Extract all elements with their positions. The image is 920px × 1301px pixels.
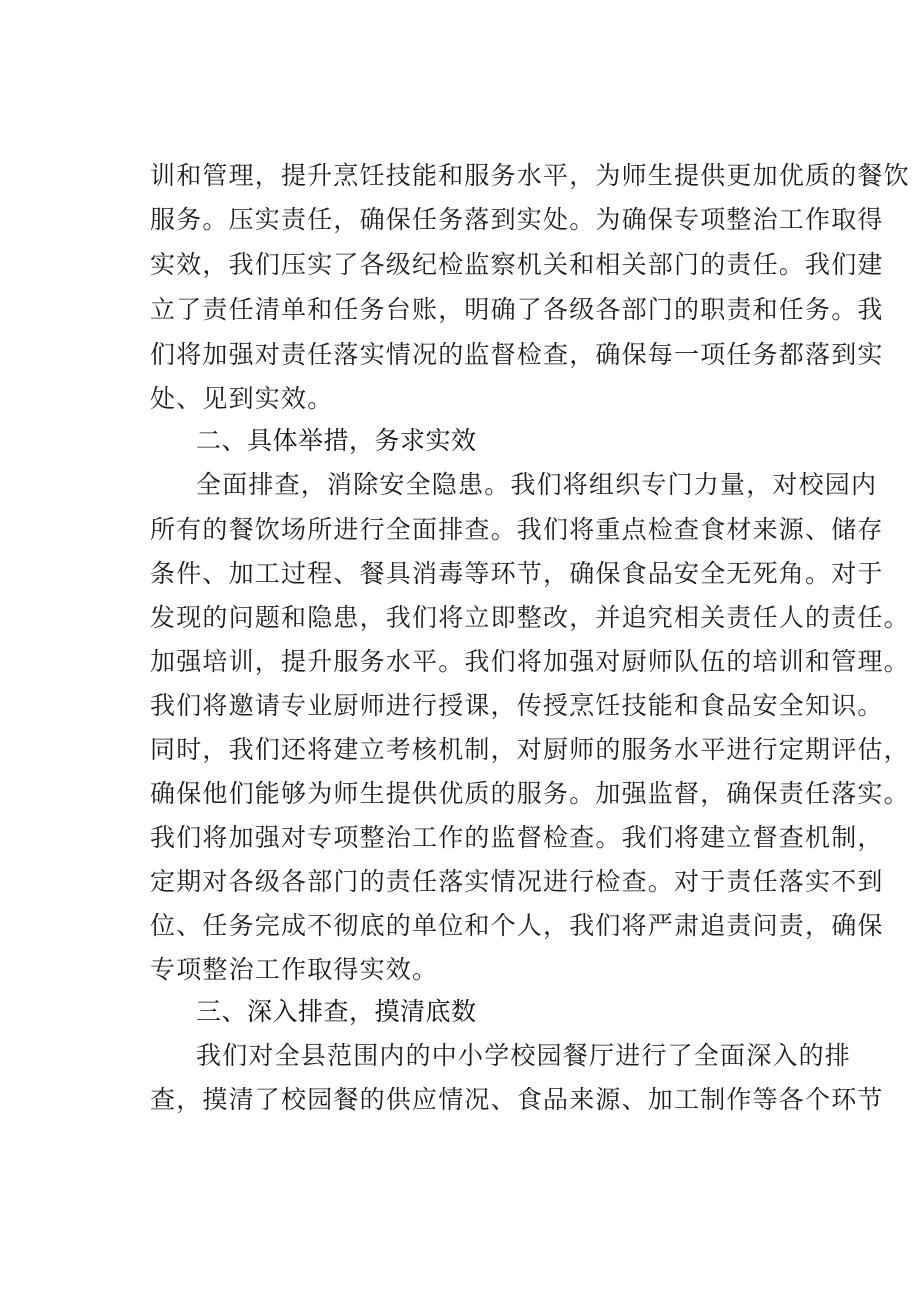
paragraph-line: 同时，我们还将建立考核机制，对厨师的服务水平进行定期评估， — [150, 735, 910, 764]
paragraph-line: 立了责任清单和任务台账，明确了各级各部门的职责和任务。我 — [150, 295, 884, 324]
paragraph-line: 们将加强对责任落实情况的监督检查，确保每一项任务都落到实 — [150, 340, 884, 369]
paragraph-line: 我们将邀请专业厨师进行授课，传授烹饪技能和食品安全知识。 — [150, 691, 884, 720]
paragraph-line: 确保他们能够为师生提供优质的服务。加强监督，确保责任落实。 — [150, 779, 910, 808]
section-heading: 二、具体举措，务求实效 — [196, 426, 477, 455]
paragraph-line: 加强培训，提升服务水平。我们将加强对厨师队伍的培训和管理。 — [150, 647, 910, 676]
paragraph-line: 服务。压实责任，确保任务落到实处。为确保专项整治工作取得 — [150, 205, 884, 234]
paragraph-line: 专项整治工作取得实效。 — [150, 955, 439, 984]
paragraph-line: 全面排查，消除安全隐患。我们将组织专门力量，对校园内 — [196, 470, 878, 499]
paragraph-line: 我们将加强对专项整治工作的监督检查。我们将建立督查机制， — [150, 823, 884, 852]
paragraph-line: 条件、加工过程、餐具消毒等环节，确保食品安全无死角。对于 — [150, 559, 884, 588]
paragraph-line: 我们对全县范围内的中小学校园餐厅进行了全面深入的排 — [196, 1041, 852, 1070]
paragraph-line: 处、见到实效。 — [150, 384, 334, 413]
section-heading: 三、深入排查，摸清底数 — [196, 997, 477, 1026]
paragraph-line: 查，摸清了校园餐的供应情况、食品来源、加工制作等各个环节 — [150, 1085, 884, 1114]
paragraph-line: 实效，我们压实了各级纪检监察机关和相关部门的责任。我们建 — [150, 250, 884, 279]
paragraph-line: 所有的餐饮场所进行全面排查。我们将重点检查食材来源、储存 — [150, 515, 884, 544]
paragraph-line: 发现的问题和隐患，我们将立即整改，并追究相关责任人的责任。 — [150, 603, 910, 632]
paragraph-line: 位、任务完成不彻底的单位和个人，我们将严肃追责问责，确保 — [150, 911, 884, 940]
paragraph-line: 定期对各级各部门的责任落实情况进行检查。对于责任落实不到 — [150, 867, 884, 896]
paragraph-line: 训和管理，提升烹饪技能和服务水平，为师生提供更加优质的餐饮 — [150, 161, 910, 190]
